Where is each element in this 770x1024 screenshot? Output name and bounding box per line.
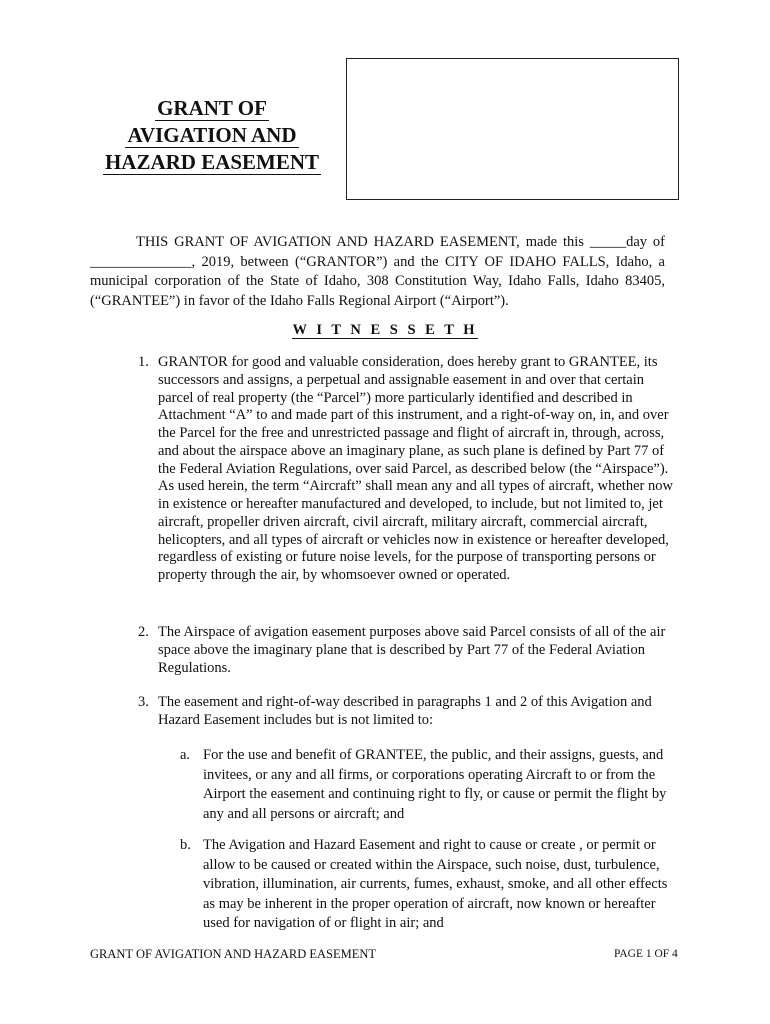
subclause-text: For the use and benefit of GRANTEE, the public, and their assigns, guests, and invitees, or any and all firms, or corporations operating Aircraft to or from the Airport the easement and continuing right to fly, or cause or permit the flight by any and all persons or aircraft; and <box>203 747 667 822</box>
clause-3 <box>138 694 683 730</box>
subclause-b <box>180 836 680 934</box>
witnesseth-heading: W I T N E S S E T H <box>292 322 478 338</box>
title-line-2: AVIGATION AND <box>127 123 297 147</box>
document-title <box>92 95 332 176</box>
clause-1 <box>138 354 683 585</box>
recording-box <box>346 58 679 200</box>
title-line-3: HAZARD EASEMENT <box>104 150 320 174</box>
clause-text: The Airspace of avigation easement purposes above said Parcel consists of all of the air space above the imaginary plane that is described by Part 77 of the Federal Aviation Regulations. <box>158 624 666 676</box>
subclause-text: The Avigation and Hazard Easement and right to cause or create , or permit or allow to be caused or created within the Airspace, such noise, dust, turbulence, vibration, illumination, air currents, fumes, exhaust, smoke, and all other effects as may be inherent in the proper operation of aircraft, now known or hereafter used for navigation of or flight in air; and <box>203 837 668 931</box>
intro-text: THIS GRANT OF AVIGATION AND HAZARD EASEMENT, made this _____day of ______________, 2019, between (“GRANTOR”) and the CITY OF IDAHO FALLS, Idaho, a municipal corporation of the State of Idaho, 308 Constitution Way, Idaho Falls, Idaho 83405, (“GRANTEE”) in favor of the Idaho Falls Regional Airport (“Airport”). <box>90 234 665 309</box>
subclause-a <box>180 746 680 824</box>
footer-title: GRANT OF AVIGATION AND HAZARD EASEMENT <box>90 947 377 961</box>
intro-paragraph <box>90 233 665 311</box>
subclause-letter: a. <box>180 747 191 763</box>
clause-2 <box>138 624 683 677</box>
clause-text: GRANTOR for good and valuable consideration, does hereby grant to GRANTEE, its successors and assigns, a perpetual and assignable easement in and over that certain parcel of real property (the “Parcel”) more particularly identified and described in Attachment “A” to and made part of this instrument, and a right-of-way on, in, and over the Parcel for the free and unrestricted passage and flight of aircraft in, through, across, and about the airspace above an imaginary plane, as such plane is defined by Part 77 of the Federal Aviation Regulations, over said Parcel, as described below (the “Airspace”). As used herein, the term “Aircraft” shall mean any and all types of aircraft, whether now in existence or hereafter manufactured and developed, to include, but not limited to, jet aircraft, propeller driven aircraft, civil aircraft, military aircraft, commercial aircraft, helicopters, and all types of aircraft or vehicles now in existence or hereafter developed, regardless of existing or future noise levels, for the purpose of transporting persons or property through the air, by whomsoever owned or operated. <box>158 354 673 583</box>
title-line-1: GRANT OF <box>157 96 267 120</box>
clause-text: The easement and right-of-way described in paragraphs 1 and 2 of this Avigation and Hazard Easement includes but is not limited to: <box>158 694 652 728</box>
page-number: PAGE 1 OF 4 <box>614 948 678 960</box>
clause-number: 3. <box>138 694 149 710</box>
clause-number: 1. <box>138 354 149 370</box>
clause-number: 2. <box>138 624 149 640</box>
subclause-letter: b. <box>180 837 191 853</box>
